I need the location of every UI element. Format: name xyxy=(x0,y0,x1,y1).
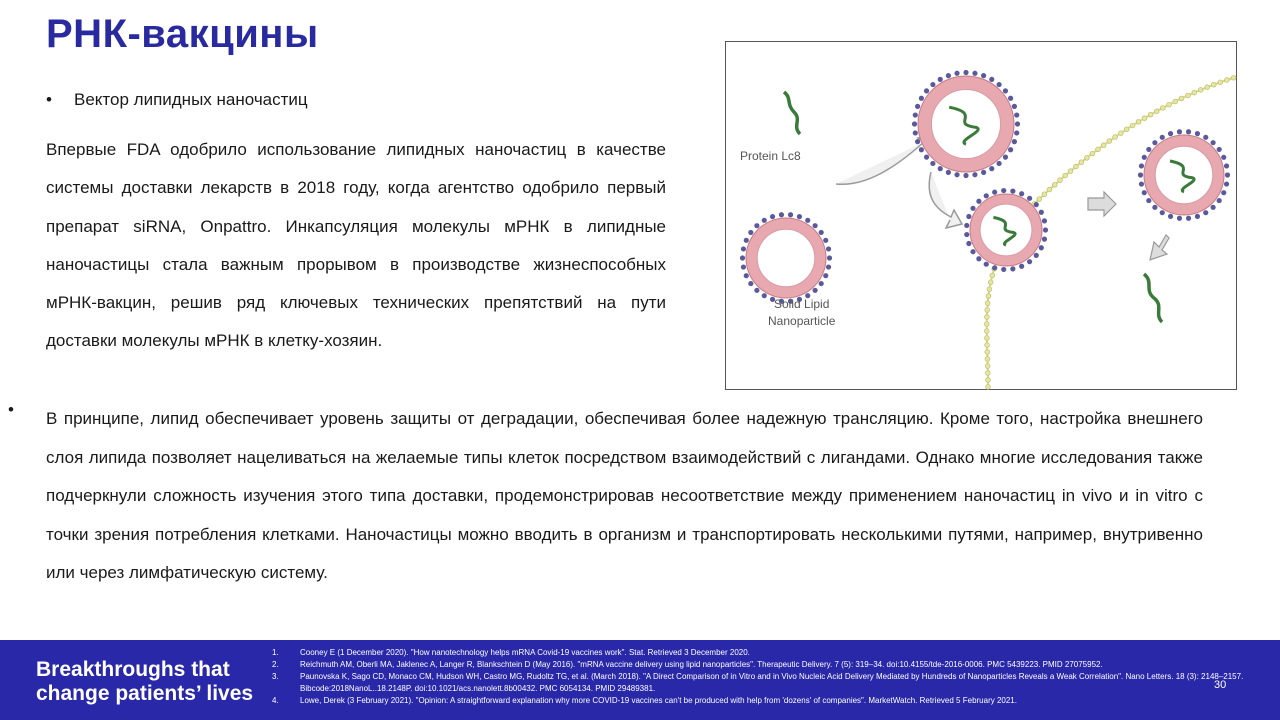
arrow-icon xyxy=(929,172,962,228)
footer-slogan xyxy=(36,658,253,706)
footer-bar xyxy=(0,640,1280,720)
lipid-bead xyxy=(1107,139,1112,144)
lipid-bead xyxy=(985,371,990,376)
lipid-bead xyxy=(985,350,990,355)
lipid-bead xyxy=(1042,192,1047,197)
label-nanoparticle-line1: Solid Lipid xyxy=(774,297,830,311)
reference-item xyxy=(272,659,1276,671)
nanoparticle xyxy=(1138,129,1230,221)
arrow-icon xyxy=(1088,192,1116,216)
bullet-dot: • xyxy=(46,90,52,109)
lipid-bead xyxy=(1052,182,1057,187)
page-number: 30 xyxy=(1214,679,1227,691)
bullet-lipid-vector-text: Вектор липидных наночастиц xyxy=(74,90,308,109)
reference-text: Paunovska K, Sago CD, Monaco CM, Hudson WH, Castro MG, Rudoltz TG, et al. (March 2018). "A Direct Comparison of in Vitro and in Vivo Nucleic Acid Delivery Mediated by Hundreds of Nanoparticles Reveals a Weak Correlation". Nano Letters. 18 (3): 2148–2157. Bibcode:2018NanoL..18.2148P. doi:10.1021/acs.nanolett.8b00432. PMC 6054134. PMID 29489381. xyxy=(300,672,1244,693)
nanoparticle xyxy=(964,188,1048,272)
rna-strand-icon xyxy=(1144,274,1162,322)
lipid-bead xyxy=(1096,147,1101,152)
nanoparticle-illustration xyxy=(726,42,1238,391)
reference-item xyxy=(272,671,1276,695)
lipid-bead xyxy=(1074,164,1079,169)
lipid-bead xyxy=(1154,109,1159,114)
lipid-bead xyxy=(1185,93,1190,98)
bullet-lipid-vector xyxy=(46,90,308,110)
slogan-line2: change patients’ lives xyxy=(36,682,254,705)
reference-number: 2. xyxy=(272,660,279,669)
lipid-bead xyxy=(1173,99,1178,104)
nanoparticle xyxy=(912,70,1020,178)
nanoparticles xyxy=(740,70,1230,304)
lipid-bead xyxy=(1136,119,1141,124)
lipid-bead xyxy=(986,378,991,383)
label-nanoparticle-line2: Nanoparticle xyxy=(768,314,836,328)
lipid-bead xyxy=(1047,187,1052,192)
lipid-bead xyxy=(1211,82,1216,87)
lipid-bead xyxy=(1179,96,1184,101)
lipid-bead xyxy=(1192,90,1197,95)
lipid-bead xyxy=(1079,160,1084,165)
lipid-bead xyxy=(986,294,991,299)
lipid-bead xyxy=(985,301,990,306)
lipid-bead xyxy=(1101,143,1106,148)
lipid-bead xyxy=(984,329,989,334)
lipid-bead xyxy=(984,322,989,327)
references-list xyxy=(272,647,1276,707)
bullet-dot-2: • xyxy=(8,400,14,419)
lipid-bead xyxy=(986,385,991,390)
rna-strand-icon xyxy=(784,92,800,134)
lipid-bead xyxy=(1198,87,1203,92)
lipid-nanoparticle-figure xyxy=(725,41,1237,390)
lipid-bead xyxy=(1113,135,1118,140)
lipid-bead xyxy=(1118,131,1123,136)
nanoparticle xyxy=(740,212,832,304)
paragraph-fda-approval: Впервые FDA одобрило использование липидных наночастиц в качестве системы доставки лекарств в 2018 году, когда агентство одобрило первый препарат siRNA, Onpattro. Инкапсуляция молекулы мРНК в липидные наночастицы стала важным прорывом в производстве жизнеспособных мРНК-вакцин, решив ряд ключевых технических препятствий на пути доставки молекулы мРНК в клетку-хозяин. xyxy=(46,140,666,351)
lipid-bead xyxy=(990,273,995,278)
slide-title: РНК-вакцины xyxy=(46,12,319,56)
lipid-bead xyxy=(1063,173,1068,178)
lipid-bead xyxy=(1231,75,1236,80)
paragraph-lipid-protection: В принципе, липид обеспечивает уровень защиты от деградации, обеспечивая более надежную трансляцию. Кроме того, настройка внешнего слоя липида позволяет нацеливаться на желаемые типы клеток посредством взаимодействий с лигандами. Однако многие исследования также подчеркнули сложность изучения этого типа доставки, продемонстрировав несоответствие между применением наночастиц in vivo и in vitro с точки зрения потребления клетками. Наночастицы можно вводить в организм и транспортировать несколькими путями, например, внутривенно или через лимфатическую систему. xyxy=(46,409,1203,582)
lipid-bead xyxy=(988,280,993,285)
reference-text: Cooney E (1 December 2020). "How nanotechnology helps mRNA Covid-19 vaccines work". Stat. Retrieved 3 December 2020. xyxy=(300,648,750,657)
lipid-bead xyxy=(1130,123,1135,128)
reference-number: 1. xyxy=(272,648,279,657)
lipid-bead xyxy=(987,287,992,292)
reference-number: 3. xyxy=(272,672,279,681)
lipid-bead xyxy=(985,308,990,313)
reference-item xyxy=(272,695,1276,707)
lipid-bead xyxy=(1205,85,1210,90)
lipid-bead xyxy=(984,336,989,341)
lipid-bead xyxy=(1148,112,1153,117)
reference-text: Reichmuth AM, Oberli MA, Jaklenec A, Langer R, Blankschtein D (May 2016). "mRNA vaccine delivery using lipid nanoparticles". Therapeutic Delivery. 7 (5): 319–34. doi:10.4155/tde-2016-0006. PMC 5439223. PMID 27075952. xyxy=(300,660,1103,669)
lipid-bead xyxy=(985,364,990,369)
reference-number: 4. xyxy=(272,696,279,705)
label-protein: Protein Lc8 xyxy=(740,149,801,163)
lipid-bead xyxy=(1068,169,1073,174)
lipid-bead xyxy=(1160,106,1165,111)
lipid-bead xyxy=(1124,127,1129,132)
lipid-bead xyxy=(1167,102,1172,107)
lipid-bead xyxy=(984,315,989,320)
slogan-line1: Breakthroughs that xyxy=(36,658,230,681)
lipid-bead xyxy=(1142,116,1147,121)
label-nanoparticle xyxy=(768,296,835,330)
lipid-bead xyxy=(1084,155,1089,160)
lipid-bead xyxy=(1218,80,1223,85)
lipid-bead xyxy=(985,357,990,362)
lipid-bead xyxy=(1037,197,1042,202)
lipid-bead xyxy=(1090,151,1095,156)
lipid-bead xyxy=(985,343,990,348)
reference-item xyxy=(272,647,1276,659)
reference-text: Lowe, Derek (3 February 2021). "Opinion: A straightforward explanation why more COVID-19 vaccines can't be produced with help from 'dozens' of companies". MarketWatch. Retrieved 5 February 2021. xyxy=(300,696,1017,705)
lipid-bead xyxy=(1058,178,1063,183)
arrow-icon xyxy=(1150,235,1169,260)
lipid-bead xyxy=(1225,78,1230,83)
